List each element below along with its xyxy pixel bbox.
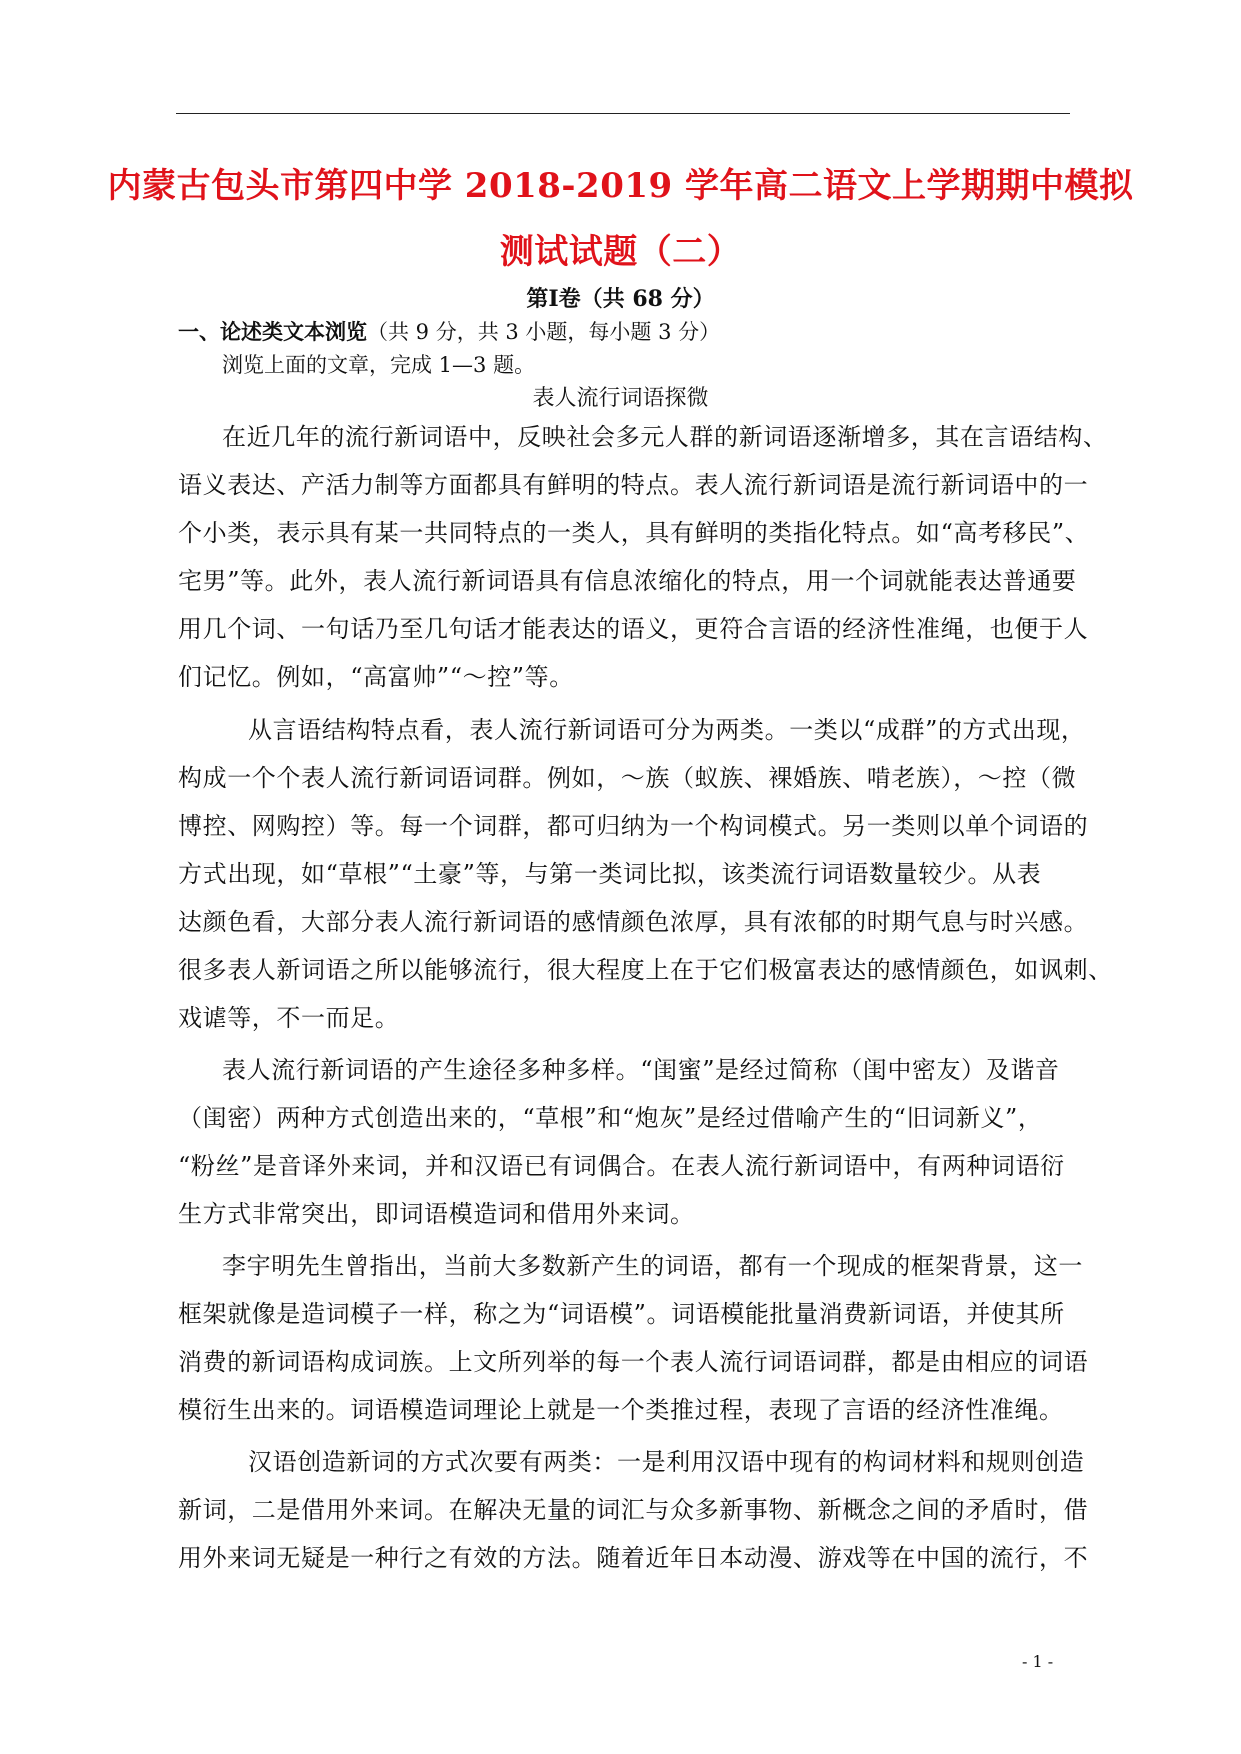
body-line: 用几个词、一句话乃至几句话才能表达的语义，更符合言语的经济性准绳，也便于人 bbox=[178, 615, 1089, 643]
body-line: 个小类，表示具有某一共同特点的一类人，具有鲜明的类指化特点。如“高考移民”、 bbox=[178, 519, 1090, 547]
body-line: 从言语结构特点看，表人流行新词语可分为两类。一类以“成群”的方式出现， bbox=[248, 716, 1086, 744]
body-line: “粉丝”是音译外来词，并和汉语已有词偶合。在表人流行新词语中，有两种词语衍 bbox=[178, 1152, 1065, 1180]
article-title: 表人流行词语探微 bbox=[532, 386, 709, 411]
body-line: 方式出现，如“草根”“土豪”等，与第一类词比拟，该类流行词语数量较少。从表 bbox=[178, 860, 1042, 888]
document-title-line-1: 内蒙古包头市第四中学 2018-2019 学年高二语文上学期期中模拟 bbox=[107, 166, 1134, 206]
body-line: （闺密）两种方式创造出来的，“草根”和“炮灰”是经过借喻产生的“旧词新义”， bbox=[178, 1104, 1043, 1132]
body-line: 框架就像是造词模子一样，称之为“词语模”。词语模能批量消费新词语，并使其所 bbox=[178, 1300, 1065, 1328]
section-instruction: 浏览上面的文章，完成 1—3 题。 bbox=[222, 353, 536, 377]
body-line: 用外来词无疑是一种行之有效的方法。随着近年日本动漫、游戏等在中国的流行，不 bbox=[178, 1544, 1089, 1572]
body-line: 生方式非常突出，即词语模造词和借用外来词。 bbox=[178, 1200, 695, 1228]
body-line: 李宇明先生曾指出，当前大多数新产生的词语，都有一个现成的框架背景，这一 bbox=[222, 1252, 1083, 1280]
body-line: 汉语创造新词的方式次要有两类：一是利用汉语中现有的构词材料和规则创造 bbox=[248, 1448, 1085, 1476]
body-line: 语义表达、产活力制等方面都具有鲜明的特点。表人流行新词语是流行新词语中的一 bbox=[178, 471, 1089, 499]
body-line: 构成一个个表人流行新词语词群。例如，～族（蚁族、裸婚族、啃老族），～控（微 bbox=[178, 764, 1077, 792]
body-line: 表人流行新词语的产生途径多种多样。“闺蜜”是经过简称（闺中密友）及谐音 bbox=[222, 1056, 1060, 1084]
volume-heading: 第Ⅰ卷（共 68 分） bbox=[526, 286, 715, 312]
body-line: 博控、网购控）等。每一个词群，都可归纳为一个构词模式。另一类则以单个词语的 bbox=[178, 812, 1089, 840]
body-line: 在近几年的流行新词语中，反映社会多元人群的新词语逐渐增多，其在言语结构、 bbox=[222, 423, 1108, 451]
section-detail: （共 9 分，共 3 小题，每小题 3 分） bbox=[367, 320, 721, 344]
page-number: - 1 - bbox=[1022, 1652, 1054, 1671]
body-line: 们记忆。例如，“高富帅”“～控”等。 bbox=[178, 663, 574, 691]
body-line: 新词，二是借用外来词。在解决无量的词汇与众多新事物、新概念之间的矛盾时，借 bbox=[178, 1496, 1089, 1524]
body-line: 戏谑等，不一而足。 bbox=[178, 1004, 400, 1032]
body-line: 达颜色看，大部分表人流行新词语的感情颜色浓厚，具有浓郁的时期气息与时兴感。 bbox=[178, 908, 1089, 936]
body-line: 宅男”等。此外，表人流行新词语具有信息浓缩化的特点，用一个词就能表达普通要 bbox=[178, 567, 1077, 595]
document-title-line-2: 测试试题（二） bbox=[499, 232, 742, 272]
header-rule bbox=[176, 113, 1070, 114]
section-label: 一、论述类文本浏览 bbox=[178, 319, 367, 344]
section-heading bbox=[178, 316, 720, 346]
body-line: 消费的新词语构成词族。上文所列举的每一个表人流行词语词群，都是由相应的词语 bbox=[178, 1348, 1089, 1376]
body-line: 模衍生出来的。词语模造词理论上就是一个类推过程，表现了言语的经济性准绳。 bbox=[178, 1396, 1064, 1424]
body-line: 很多表人新词语之所以能够流行，很大程度上在于它们极富表达的感情颜色，如讽刺、 bbox=[178, 956, 1113, 984]
